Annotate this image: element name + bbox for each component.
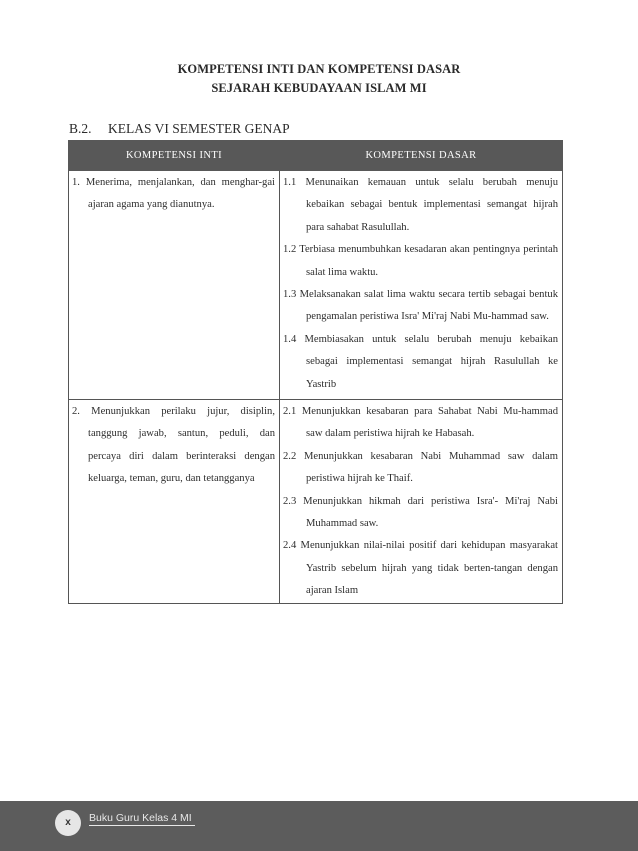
- ki-cell: [69, 400, 280, 604]
- title-line-2: SEJARAH KEBUDAYAAN ISLAM MI: [211, 81, 427, 95]
- kd-item: 1.1 Menunaikan kemauan untuk selalu berubah menuju kebaikan sebagai bentuk implementasi semangat hijrah para sahabat Rasulullah.: [283, 177, 558, 233]
- section-heading: [69, 121, 290, 137]
- footer-band: [0, 801, 638, 851]
- page-number-badge: x: [55, 810, 81, 836]
- kd-item: 2.1 Menunjukkan kesabaran para Sahabat Nabi Mu-hammad saw dalam peristiwa hijrah ke Habasah.: [283, 406, 558, 440]
- title-line-1: KOMPETENSI INTI DAN KOMPETENSI DASAR: [177, 62, 461, 76]
- book-title: Buku Guru Kelas 4 MI: [89, 812, 195, 826]
- kd-item: 1.3 Melaksanakan salat lima waktu secara tertib sebagai bentuk pengamalan peristiwa Isra' Mi'raj Nabi Mu-hammad saw.: [283, 289, 558, 323]
- ki-item: 1. Menerima, menjalankan, dan menghar-gai ajaran agama yang dianutnya.: [72, 177, 275, 211]
- ki-cell: [69, 171, 280, 400]
- section-number: B.2.: [69, 121, 92, 136]
- kd-item: 1.2 Terbiasa menumbuhkan kesadaran akan pentingnya perintah salat lima waktu.: [283, 244, 558, 278]
- header-kompetensi-inti: KOMPETENSI INTI: [69, 141, 280, 171]
- kd-cell: [280, 171, 563, 400]
- ki-item: 2. Menunjukkan perilaku jujur, disiplin, tanggung jawab, santun, peduli, dan percaya diri dalam berinteraksi dengan keluarga, teman, guru, dan tetangganya: [72, 406, 275, 485]
- header-kompetensi-dasar: KOMPETENSI DASAR: [280, 141, 563, 171]
- table-row: [69, 400, 563, 604]
- kd-item: 2.3 Menunjukkan hikmah dari peristiwa Isra'- Mi'raj Nabi Muhammad saw.: [283, 495, 558, 530]
- document-title: [0, 60, 638, 98]
- table-header-row: [69, 141, 563, 171]
- kd-item: 2.2 Menunjukkan kesabaran Nabi Muhammad saw dalam peristiwa hijrah ke Thaif.: [283, 450, 558, 485]
- kd-cell: [280, 400, 563, 604]
- competency-table: [68, 140, 563, 604]
- kd-item: 2.4 Menunjukkan nilai-nilai positif dari kehidupan masyarakat Yastrib sebelum hijrah yang tidak berten-tangan dengan ajaran Islam: [283, 540, 558, 597]
- table-row: [69, 171, 563, 400]
- section-title: KELAS VI SEMESTER GENAP: [108, 121, 290, 136]
- kd-item: 1.4 Membiasakan untuk selalu berubah menuju kebaikan sebagai implementasi semangat hijrah Rasulullah ke Yastrib: [283, 333, 558, 390]
